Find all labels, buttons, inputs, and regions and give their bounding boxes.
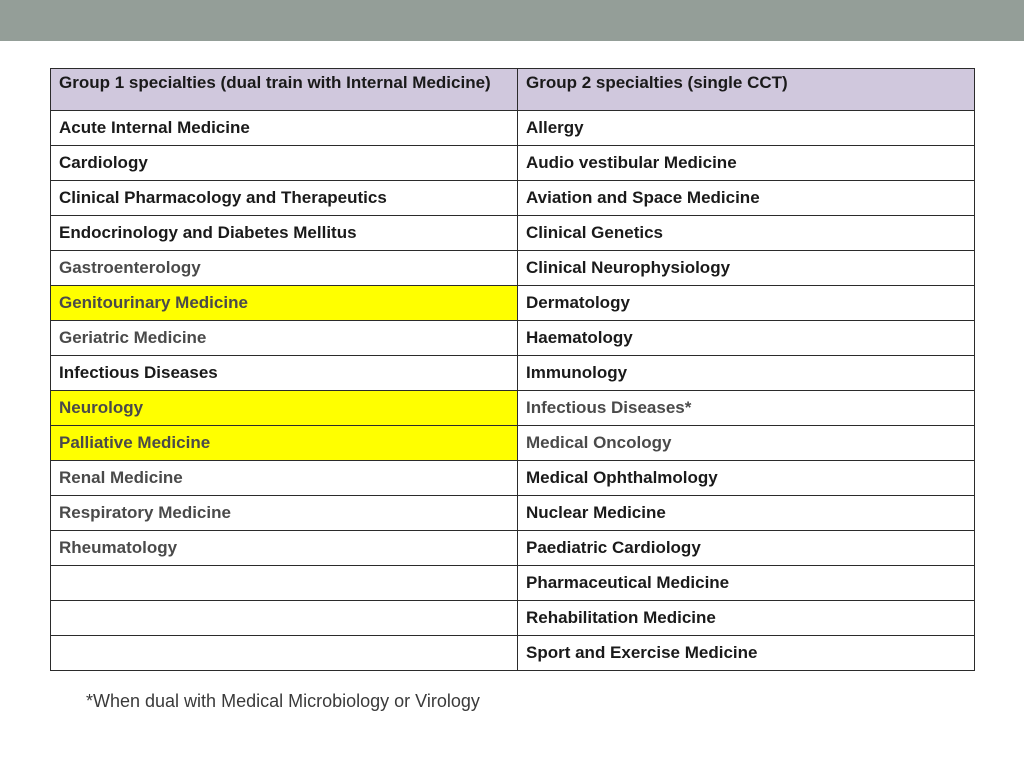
table-row xyxy=(51,216,975,251)
group-1-cell: Rheumatology xyxy=(51,531,518,566)
group-2-cell: Clinical Neurophysiology xyxy=(518,251,975,286)
table-row xyxy=(51,426,975,461)
group-2-cell: Dermatology xyxy=(518,286,975,321)
table-row xyxy=(51,146,975,181)
group-2-cell: Medical Ophthalmology xyxy=(518,461,975,496)
group-2-cell: Nuclear Medicine xyxy=(518,496,975,531)
table-row xyxy=(51,601,975,636)
group-2-cell: Sport and Exercise Medicine xyxy=(518,636,975,671)
group-1-cell-highlighted: Neurology xyxy=(51,391,518,426)
table-row xyxy=(51,111,975,146)
group-1-cell-empty xyxy=(51,601,518,636)
group-2-cell: Pharmaceutical Medicine xyxy=(518,566,975,601)
group-2-cell: Infectious Diseases* xyxy=(518,391,975,426)
group-1-cell: Respiratory Medicine xyxy=(51,496,518,531)
group-1-cell: Renal Medicine xyxy=(51,461,518,496)
group-2-cell: Audio vestibular Medicine xyxy=(518,146,975,181)
group-2-cell: Allergy xyxy=(518,111,975,146)
table-row xyxy=(51,531,975,566)
table-row xyxy=(51,496,975,531)
group-2-cell: Haematology xyxy=(518,321,975,356)
group-2-cell: Paediatric Cardiology xyxy=(518,531,975,566)
group-1-cell: Endocrinology and Diabetes Mellitus xyxy=(51,216,518,251)
group-1-cell: Acute Internal Medicine xyxy=(51,111,518,146)
group-1-header: Group 1 specialties (dual train with Internal Medicine) xyxy=(51,69,518,111)
table-row xyxy=(51,636,975,671)
group-2-cell: Aviation and Space Medicine xyxy=(518,181,975,216)
group-1-cell-empty xyxy=(51,636,518,671)
group-2-cell: Clinical Genetics xyxy=(518,216,975,251)
table-row xyxy=(51,461,975,496)
group-1-cell-empty xyxy=(51,566,518,601)
table-row xyxy=(51,181,975,216)
group-2-cell: Immunology xyxy=(518,356,975,391)
group-1-cell-highlighted: Genitourinary Medicine xyxy=(51,286,518,321)
group-1-cell: Cardiology xyxy=(51,146,518,181)
table-row xyxy=(51,321,975,356)
footnote: *When dual with Medical Microbiology or Virology xyxy=(86,691,480,711)
table-row xyxy=(51,251,975,286)
group-1-cell: Geriatric Medicine xyxy=(51,321,518,356)
group-1-cell: Gastroenterology xyxy=(51,251,518,286)
table-header-row xyxy=(51,69,975,111)
top-header-band xyxy=(0,0,1024,41)
group-2-cell: Rehabilitation Medicine xyxy=(518,601,975,636)
table-row xyxy=(51,286,975,321)
group-1-cell-highlighted: Palliative Medicine xyxy=(51,426,518,461)
specialties-table xyxy=(50,68,975,671)
group-2-header: Group 2 specialties (single CCT) xyxy=(518,69,975,111)
group-1-cell: Infectious Diseases xyxy=(51,356,518,391)
group-1-cell: Clinical Pharmacology and Therapeutics xyxy=(51,181,518,216)
group-2-cell: Medical Oncology xyxy=(518,426,975,461)
table-row xyxy=(51,356,975,391)
table-row xyxy=(51,391,975,426)
table-row xyxy=(51,566,975,601)
